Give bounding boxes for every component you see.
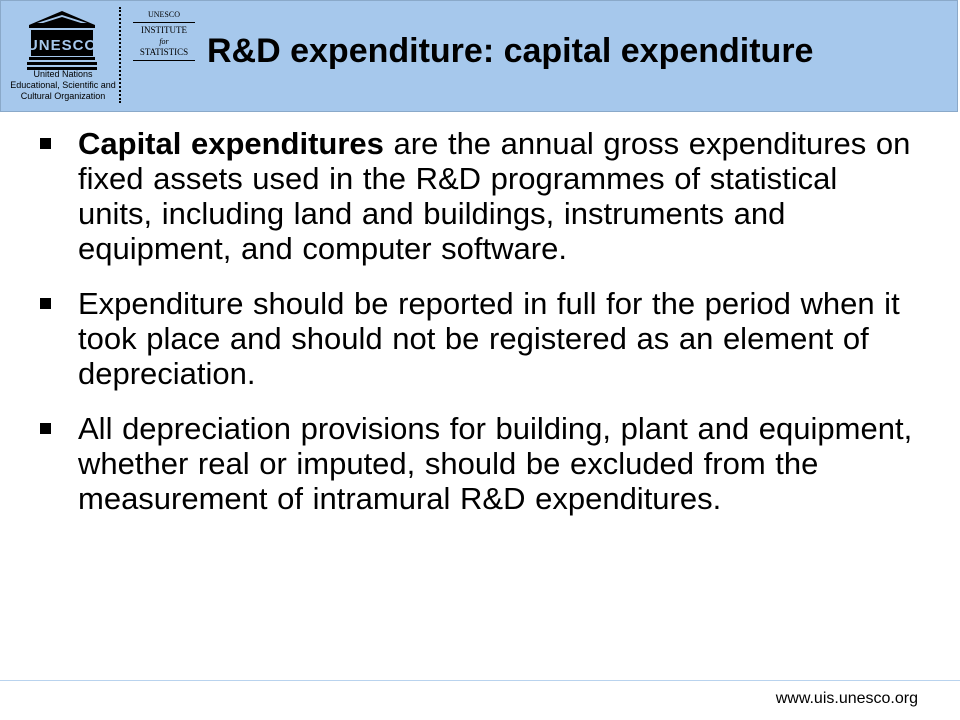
un-name-line-2: Educational, Scientific and [10,80,116,90]
square-bullet-icon [40,298,51,309]
footer-divider [0,680,960,681]
bullet-text: All depreciation provisions for building, plant and equipment, whether real or imputed, should be excluded from the measurement of intramural R&D expenditures. [78,411,913,516]
bullet-item-depreciation [40,411,920,516]
bullet-item-reporting [40,286,920,391]
slide-header [0,0,958,112]
un-name-line-3: Cultural Organization [20,91,106,101]
uis-logo-institute: INSTITUTE [141,25,187,35]
uis-logo [129,9,199,63]
bullet-lead-term: Capital expenditures [78,126,384,161]
bullet-item-capital-expenditures [40,126,920,266]
bullet-text: Expenditure should be reported in full for the period when it took place and should not be registered as an element of depreciation. [78,286,900,391]
bullet-text: are the annual gross expenditures on fixed assets used in the R&D programmes of statistical units, including land and buildings, instruments and equipment, and computer software. [78,126,911,266]
un-name-line-1: United Nations [33,69,93,79]
unesco-logo [7,7,119,107]
footer-url: www.uis.unesco.org [775,690,918,707]
square-bullet-icon [40,423,51,434]
uis-logo-rule [133,22,195,23]
slide-title: R&D expenditure: capital expenditure [207,32,814,70]
uis-logo-for: for [159,37,169,46]
unesco-temple-logo-icon [27,9,97,71]
logo-divider [119,7,121,103]
unesco-full-name [7,69,119,102]
square-bullet-icon [40,138,51,149]
svg-text:UNESCO: UNESCO [27,37,97,54]
uis-logo-unesco: UNESCO [147,10,180,19]
bullet-list [40,126,920,536]
uis-logo-rule-bottom [133,60,195,61]
uis-logo-statistics: STATISTICS [139,47,189,57]
